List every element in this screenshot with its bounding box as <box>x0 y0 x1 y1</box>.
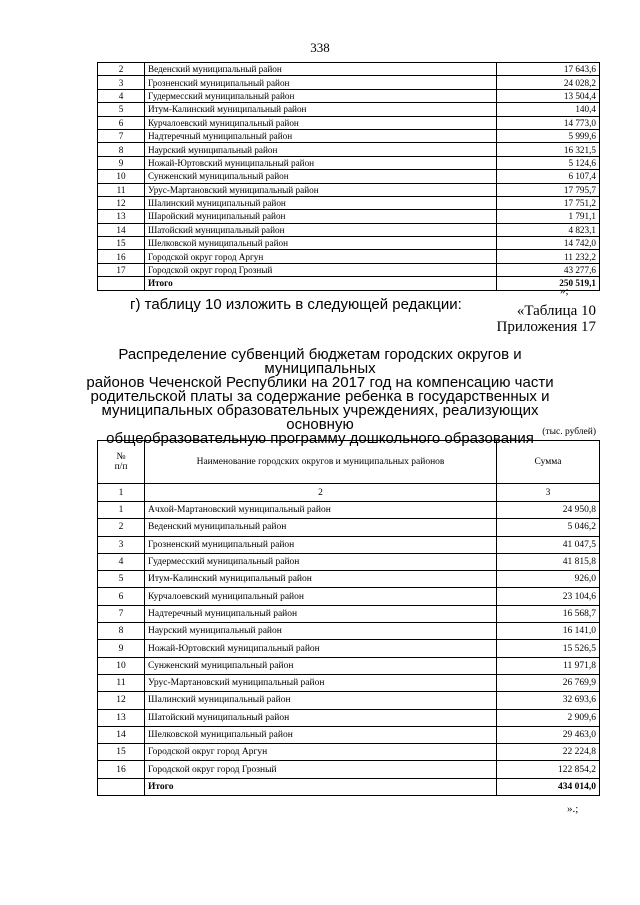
row-value: 6 107,4 <box>497 170 600 183</box>
title-line: районов Чеченской Республики на 2017 год на компенсацию части <box>86 374 554 391</box>
table-row <box>98 196 600 209</box>
appendix-caption-line: Приложения 17 <box>496 319 596 335</box>
row-name: Наурский муниципальный район <box>145 623 497 640</box>
table-caption-line: «Таблица 10 <box>516 303 596 319</box>
row-value: 24 950,8 <box>497 502 600 519</box>
row-name: Шелковской муниципальный район <box>145 237 497 250</box>
row-name: Шалинский муниципальный район <box>145 196 497 209</box>
row-number: 13 <box>98 709 145 726</box>
row-number: 2 <box>98 519 145 536</box>
total-number-cell <box>98 277 145 290</box>
units-label: (тыс. рублей) <box>542 427 596 437</box>
table-row <box>98 588 600 605</box>
table-header-row <box>98 441 600 484</box>
total-value: 250 519,1 <box>497 277 600 290</box>
row-value: 23 104,6 <box>497 588 600 605</box>
total-value: 434 014,0 <box>497 778 600 795</box>
row-number: 11 <box>98 674 145 691</box>
table-row <box>98 63 600 76</box>
row-number: 3 <box>98 76 145 89</box>
row-number: 7 <box>98 129 145 142</box>
row-number: 6 <box>98 588 145 605</box>
row-name: Ножай-Юртовский муниципальный район <box>145 156 497 169</box>
row-number: 9 <box>98 156 145 169</box>
row-number: 15 <box>98 237 145 250</box>
title-line: общеобразовательную программу дошкольного образования <box>106 430 534 447</box>
row-value: 5 046,2 <box>497 519 600 536</box>
row-number: 7 <box>98 605 145 622</box>
row-name: Шалинский муниципальный район <box>145 692 497 709</box>
row-value: 17 751,2 <box>497 196 600 209</box>
table-row <box>98 553 600 570</box>
row-number: 16 <box>98 250 145 263</box>
row-value: 11 232,2 <box>497 250 600 263</box>
table-row <box>98 761 600 778</box>
table-row <box>98 502 600 519</box>
row-value: 140,4 <box>497 103 600 116</box>
table-row <box>98 263 600 276</box>
row-name: Городской округ город Грозный <box>145 761 497 778</box>
row-number: 16 <box>98 761 145 778</box>
table-row <box>98 156 600 169</box>
title-line: муниципальных образовательных учреждениях, реализующих основную <box>101 402 539 433</box>
row-name: Наурский муниципальный район <box>145 143 497 156</box>
document-title <box>70 348 570 446</box>
instruction-text: г) таблицу 10 изложить в следующей редакции: <box>130 296 462 313</box>
table-row <box>98 726 600 743</box>
subventions-table <box>97 440 600 796</box>
row-value: 13 504,4 <box>497 89 600 102</box>
row-number: 2 <box>98 63 145 76</box>
table-row <box>98 237 600 250</box>
row-name: Грозненский муниципальный район <box>145 536 497 553</box>
row-name: Надтеречный муниципальный район <box>145 129 497 142</box>
row-value: 15 526,5 <box>497 640 600 657</box>
header-sum: Сумма <box>497 441 600 484</box>
row-value: 43 277,6 <box>497 263 600 276</box>
row-value: 26 769,9 <box>497 674 600 691</box>
table-row <box>98 143 600 156</box>
row-name: Шатойский муниципальный район <box>145 223 497 236</box>
table-row <box>98 89 600 102</box>
row-value: 4 823,1 <box>497 223 600 236</box>
table-row <box>98 571 600 588</box>
row-name: Городской округ город Грозный <box>145 263 497 276</box>
row-name: Веденский муниципальный район <box>145 519 497 536</box>
row-value: 16 568,7 <box>497 605 600 622</box>
row-name: Надтеречный муниципальный район <box>145 605 497 622</box>
column-number: 1 <box>98 484 145 502</box>
row-name: Курчалоевский муниципальный район <box>145 588 497 605</box>
row-name: Итум-Калинский муниципальный район <box>145 103 497 116</box>
row-name: Шаройский муниципальный район <box>145 210 497 223</box>
header-name: Наименование городских округов и муниципальных районов <box>145 441 497 484</box>
table-row <box>98 709 600 726</box>
row-value: 11 971,8 <box>497 657 600 674</box>
table-row <box>98 519 600 536</box>
row-name: Сунженский муниципальный район <box>145 170 497 183</box>
subventions-table-continued <box>97 62 600 291</box>
row-name: Веденский муниципальный район <box>145 63 497 76</box>
row-name: Шелковской муниципальный район <box>145 726 497 743</box>
row-value: 41 815,8 <box>497 553 600 570</box>
row-value: 17 795,7 <box>497 183 600 196</box>
row-name: Шатойский муниципальный район <box>145 709 497 726</box>
row-value: 5 999,6 <box>497 129 600 142</box>
row-number: 1 <box>98 502 145 519</box>
row-value: 122 854,2 <box>497 761 600 778</box>
row-number: 8 <box>98 143 145 156</box>
total-row <box>98 277 600 290</box>
table-row <box>98 744 600 761</box>
table-row <box>98 170 600 183</box>
row-number: 6 <box>98 116 145 129</box>
row-number: 4 <box>98 89 145 102</box>
total-label: Итого <box>145 277 497 290</box>
table-row <box>98 250 600 263</box>
page-number: 338 <box>310 40 330 55</box>
row-name: Городской округ город Аргун <box>145 744 497 761</box>
row-name: Городской округ город Аргун <box>145 250 497 263</box>
row-number: 11 <box>98 183 145 196</box>
row-number: 12 <box>98 196 145 209</box>
row-number: 17 <box>98 263 145 276</box>
row-number: 5 <box>98 103 145 116</box>
title-line: Распределение субвенций бюджетам городских округов и муниципальных <box>118 346 522 377</box>
table-caption <box>497 303 597 335</box>
column-number: 2 <box>145 484 497 502</box>
total-row <box>98 778 600 795</box>
row-value: 5 124,6 <box>497 156 600 169</box>
row-number: 13 <box>98 210 145 223</box>
row-number: 4 <box>98 553 145 570</box>
table-row <box>98 692 600 709</box>
row-value: 41 047,5 <box>497 536 600 553</box>
row-name: Гудермесский муниципальный район <box>145 553 497 570</box>
table-row <box>98 116 600 129</box>
row-name: Ачхой-Мартановский муниципальный район <box>145 502 497 519</box>
table-row <box>98 623 600 640</box>
closing-quote: »; <box>560 285 569 297</box>
row-value: 14 773,0 <box>497 116 600 129</box>
row-value: 24 028,2 <box>497 76 600 89</box>
closing-quote: ».; <box>567 803 579 815</box>
row-number: 9 <box>98 640 145 657</box>
row-value: 1 791,1 <box>497 210 600 223</box>
row-value: 2 909,6 <box>497 709 600 726</box>
row-number: 10 <box>98 170 145 183</box>
row-value: 16 321,5 <box>497 143 600 156</box>
table-row <box>98 674 600 691</box>
table-row <box>98 640 600 657</box>
header-number: № п/п <box>98 441 145 484</box>
row-name: Урус-Мартановский муниципальный район <box>145 674 497 691</box>
row-value: 22 224,8 <box>497 744 600 761</box>
row-name: Сунженский муниципальный район <box>145 657 497 674</box>
row-name: Урус-Мартановский муниципальный район <box>145 183 497 196</box>
table-row <box>98 536 600 553</box>
row-name: Гудермесский муниципальный район <box>145 89 497 102</box>
row-number: 12 <box>98 692 145 709</box>
row-value: 16 141,0 <box>497 623 600 640</box>
row-number: 10 <box>98 657 145 674</box>
table-row <box>98 183 600 196</box>
row-number: 14 <box>98 726 145 743</box>
total-label: Итого <box>145 778 497 795</box>
row-name: Итум-Калинский муниципальный район <box>145 571 497 588</box>
table-row <box>98 657 600 674</box>
row-number: 8 <box>98 623 145 640</box>
row-number: 3 <box>98 536 145 553</box>
table-row <box>98 223 600 236</box>
row-value: 14 742,0 <box>497 237 600 250</box>
row-value: 32 693,6 <box>497 692 600 709</box>
table-row <box>98 103 600 116</box>
row-value: 17 643,6 <box>497 63 600 76</box>
row-number: 5 <box>98 571 145 588</box>
row-name: Курчалоевский муниципальный район <box>145 116 497 129</box>
row-value: 29 463,0 <box>497 726 600 743</box>
title-line: родительской платы за содержание ребенка в государственных и <box>90 388 550 405</box>
row-value: 926,0 <box>497 571 600 588</box>
total-number-cell <box>98 778 145 795</box>
table-row <box>98 76 600 89</box>
table-row <box>98 605 600 622</box>
column-numbers-row <box>98 484 600 502</box>
column-number: 3 <box>497 484 600 502</box>
table-row <box>98 129 600 142</box>
row-name: Грозненский муниципальный район <box>145 76 497 89</box>
table-row <box>98 210 600 223</box>
row-name: Ножай-Юртовский муниципальный район <box>145 640 497 657</box>
row-number: 15 <box>98 744 145 761</box>
row-number: 14 <box>98 223 145 236</box>
